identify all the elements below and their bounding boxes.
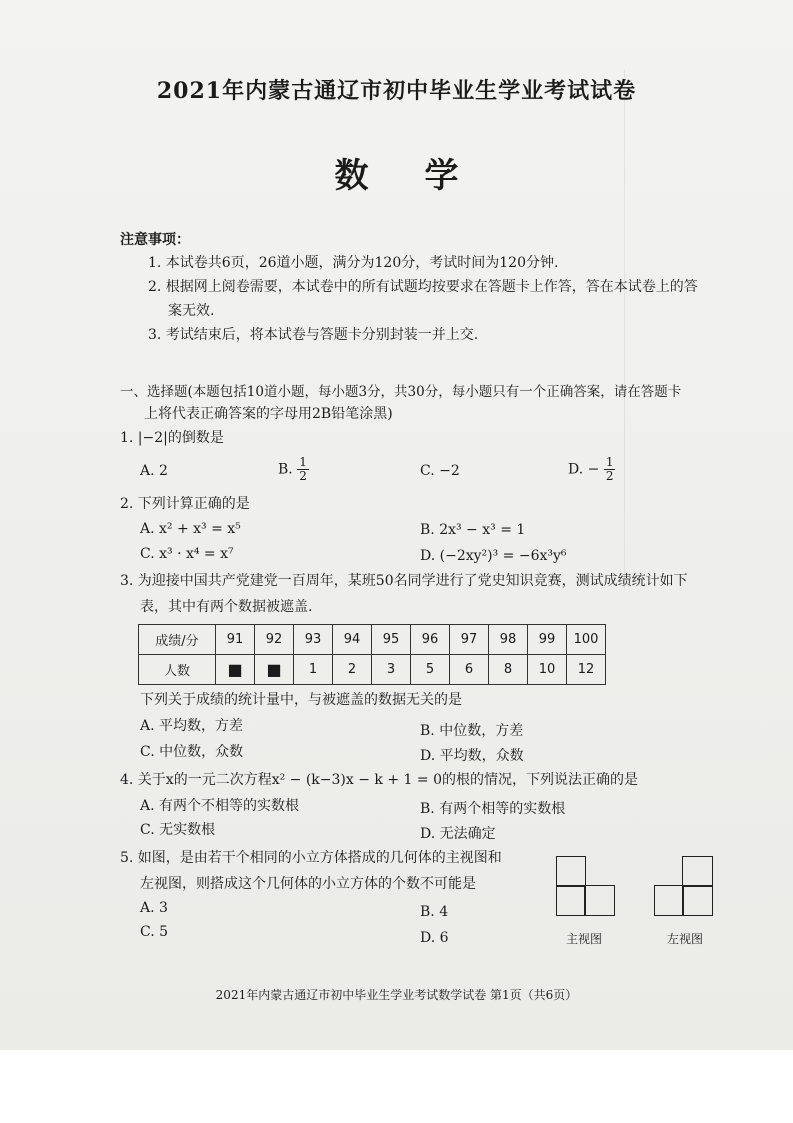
cube-face xyxy=(682,885,713,916)
table-cell: 92 xyxy=(255,625,294,655)
table-cell: 2 xyxy=(333,655,372,685)
q4-option-d: D. 无法确定 xyxy=(420,826,496,842)
q3-question: 下列关于成绩的统计量中，与被遮盖的数据无关的是 xyxy=(140,692,462,708)
front-view-label: 主视图 xyxy=(566,932,603,946)
q5-option-d: D. 6 xyxy=(420,930,449,946)
table-cell-covered: ■ xyxy=(216,655,255,685)
q5-stem-cont: 左视图，则搭成这个几何体的小立方体的个数不可能是 xyxy=(140,876,476,892)
q2-option-b: B. 2x³ − x³ = 1 xyxy=(420,522,526,538)
table-cell: 5 xyxy=(411,655,450,685)
table-cell: 93 xyxy=(294,625,333,655)
q1-option-b-fraction xyxy=(297,456,309,483)
q1-stem: 1. |−2|的倒数是 xyxy=(120,430,224,446)
q3-stem-cont: 表，其中有两个数据被遮盖. xyxy=(140,599,313,615)
fraction-numerator: 1 xyxy=(605,455,614,469)
table-cell: 98 xyxy=(489,625,528,655)
q1-option-d xyxy=(568,456,615,483)
table-cell: 12 xyxy=(567,655,606,685)
table-cell: 1 xyxy=(294,655,333,685)
notice-item-1: 1. 本试卷共6页，26道小题，满分为120分，考试时间为120分钟. xyxy=(148,255,559,271)
table-cell: 6 xyxy=(450,655,489,685)
table-cell: 10 xyxy=(528,655,567,685)
q1-option-d-letter: D. − xyxy=(568,461,600,478)
q1-option-b-letter: B. xyxy=(278,461,293,478)
notice-item-3: 3. 考试结束后，将本试卷与答题卡分别封装一并上交. xyxy=(148,327,479,343)
table-cell: 91 xyxy=(216,625,255,655)
left-view-figure xyxy=(654,856,718,920)
cube-face xyxy=(584,885,615,916)
table-cell: 96 xyxy=(411,625,450,655)
q1-option-a: A. 2 xyxy=(140,463,168,479)
section1-heading-cont: 上将代表正确答案的字母用2B铅笔涂黑) xyxy=(144,406,393,422)
cube-face xyxy=(556,856,586,887)
q4-option-b: B. 有两个相等的实数根 xyxy=(420,801,566,817)
q1-option-b xyxy=(278,456,309,483)
exam-title: 2021年内蒙古通辽市初中毕业生学业考试试卷 xyxy=(156,78,637,104)
notice-item-2-cont: 案无效. xyxy=(168,303,215,319)
q5-stem: 5. 如图，是由若干个相同的小立方体搭成的几何体的主视图和 xyxy=(120,850,502,866)
fraction-denominator: 2 xyxy=(605,469,614,483)
table-row-scores xyxy=(139,625,606,655)
table-cell: 8 xyxy=(489,655,528,685)
fraction-denominator: 2 xyxy=(299,469,307,483)
q3-option-c: C. 中位数，众数 xyxy=(140,744,244,760)
q2-stem: 2. 下列计算正确的是 xyxy=(120,496,250,512)
table-row-counts xyxy=(139,655,606,685)
q5-option-b: B. 4 xyxy=(420,904,449,920)
table-cell: 97 xyxy=(450,625,489,655)
q3-option-b: B. 中位数，方差 xyxy=(420,723,524,739)
q1-option-d-fraction xyxy=(604,456,616,483)
q1-option-c: C. −2 xyxy=(420,463,460,479)
table-cell: 100 xyxy=(567,625,606,655)
q3-option-a: A. 平均数，方差 xyxy=(140,718,244,734)
table-cell-covered: ■ xyxy=(255,655,294,685)
cube-face xyxy=(556,885,586,916)
q3-option-d: D. 平均数，众数 xyxy=(420,748,524,764)
cube-face xyxy=(682,856,713,887)
q5-option-a: A. 3 xyxy=(140,900,168,916)
q2-option-c: C. x³ · x⁴ = x⁷ xyxy=(140,546,234,562)
front-view-figure xyxy=(556,856,620,920)
q4-stem: 4. 关于x的一元二次方程x² − (k−3)x − k + 1 = 0的根的情况，下列说法正确的是 xyxy=(120,772,638,788)
table-header-score: 成绩/分 xyxy=(139,625,216,655)
left-view-label: 左视图 xyxy=(667,932,704,946)
fraction-numerator: 1 xyxy=(299,455,307,469)
score-table xyxy=(138,624,606,685)
q4-option-a: A. 有两个不相等的实数根 xyxy=(140,798,300,814)
subject-title: 数学 xyxy=(334,156,515,196)
table-header-count: 人数 xyxy=(139,655,216,685)
page-footer: 2021年内蒙古通辽市初中毕业生学业考试数学试卷 第1页（共6页） xyxy=(215,988,578,1002)
q5-option-c: C. 5 xyxy=(140,924,169,940)
q4-option-c: C. 无实数根 xyxy=(140,822,216,838)
notice-item-2: 2. 根据网上阅卷需要，本试卷中的所有试题均按要求在答题卡上作答，答在本试卷上的答 xyxy=(148,279,698,295)
table-cell: 94 xyxy=(333,625,372,655)
q3-stem: 3. 为迎接中国共产党建党一百周年，某班50名同学进行了党史知识竞赛，测试成绩统计如下 xyxy=(120,573,688,589)
notice-heading: 注意事项： xyxy=(120,232,190,248)
table-cell: 3 xyxy=(372,655,411,685)
table-cell: 99 xyxy=(528,625,567,655)
section1-heading: 一、选择题(本题包括10道小题，每小题3分，共30分，每小题只有一个正确答案，请在答题卡 xyxy=(120,384,682,400)
table-cell: 95 xyxy=(372,625,411,655)
q2-option-a: A. x² + x³ = x⁵ xyxy=(140,521,241,537)
q2-option-d: D. (−2xy²)³ = −6x³y⁶ xyxy=(420,548,567,564)
cube-face xyxy=(654,885,684,916)
